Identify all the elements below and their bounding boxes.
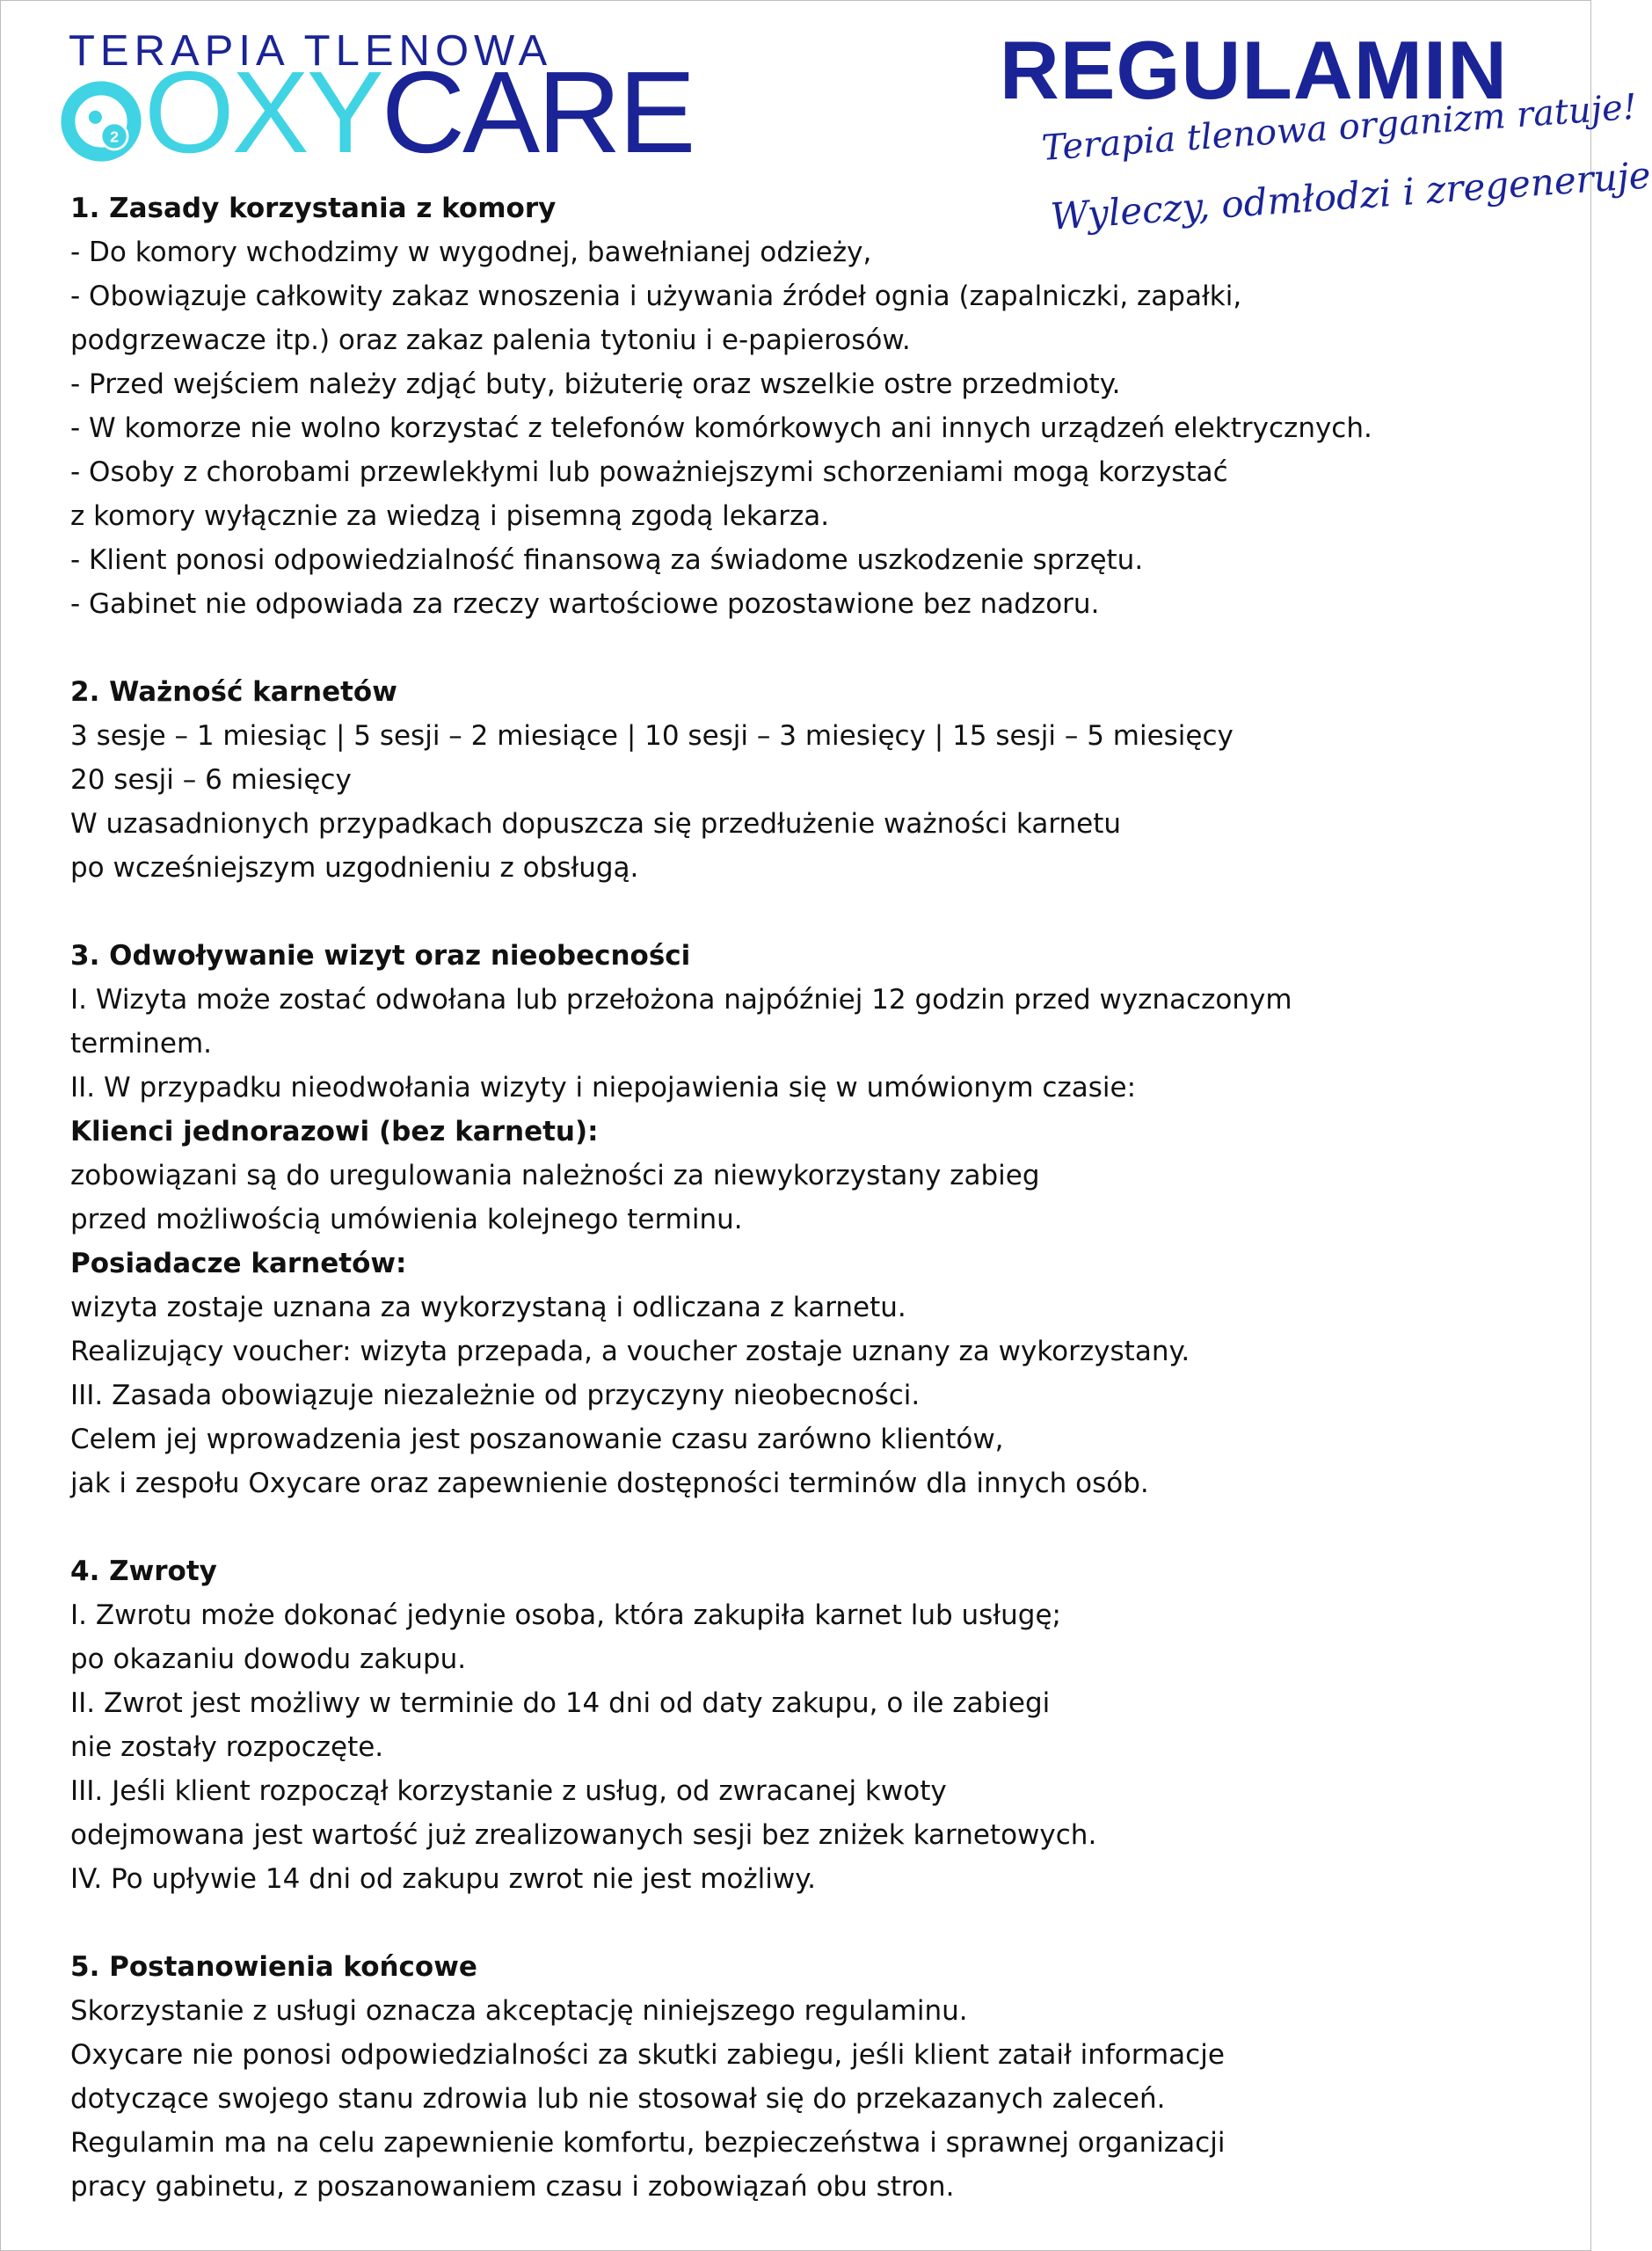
o2-subscript-label: 2 (110, 127, 120, 146)
document-title: REGULAMIN (999, 24, 1508, 116)
section-1-line: - W komorze nie wolno korzystać z telefonów komórkowych ani innych urządzeń elektrycznych. (70, 412, 1372, 444)
logo-tagline: TERAPIA TLENOWA (69, 27, 553, 75)
pass-holders-subheading: Posiadacze karnetów: (70, 1248, 407, 1279)
section-3-line: II. W przypadku nieodwołania wizyty i niepojawienia się w umówionym czasie: (70, 1072, 1137, 1104)
section-4-line: II. Zwrot jest możliwy w terminie do 14 dni od daty zakupu, o ile zabiegi (70, 1687, 1051, 1719)
section-1-line: - Gabinet nie odpowiada za rzeczy wartościowe pozostawione bez nadzoru. (70, 588, 1100, 620)
section-5-line: Skorzystanie z usługi oznacza akceptację niniejszego regulaminu. (70, 1995, 968, 2027)
section-1-line: - Przed wejściem należy zdjąć buty, biżuterię oraz wszelkie ostre przedmioty. (70, 368, 1121, 400)
section-3-line: jak i zespołu Oxycare oraz zapewnienie dostępności terminów dla innych osób. (70, 1468, 1149, 1499)
section-4-line: I. Zwrotu może dokonać jedynie osoba, która zakupiła karnet lub usługę; (70, 1599, 1061, 1631)
section-4-line: IV. Po upływie 14 dni od zakupu zwrot nie jest możliwy. (70, 1863, 817, 1895)
section-4-heading: 4. Zwroty (70, 1555, 217, 1587)
section-2-line: po wcześniejszym uzgodnieniu z obsługą. (70, 852, 639, 884)
section-1-line: - Do komory wchodzimy w wygodnej, bawełnianej odzieży, (70, 237, 872, 268)
section-spacer (70, 1505, 1565, 1549)
section-3-line: Realizujący voucher: wizyta przepada, a voucher zostaje uznany za wykorzystany. (70, 1336, 1190, 1367)
slogan-line-2: Wyleczy, odmłodzi i zregeneruje (1049, 153, 1652, 238)
section-4-line: odejmowana jest wartość już zrealizowanych sesji bez zniżek karnetowych. (70, 1819, 1097, 1851)
section-1-line: podgrzewacze itp.) oraz zakaz palenia tytoniu i e-papierosów. (70, 324, 911, 356)
section-3-line: terminem. (70, 1028, 213, 1060)
section-4-line: po okazaniu dowodu zakupu. (70, 1643, 467, 1675)
section-3-line: zobowiązani są do uregulowania należności za niewykorzystany zabieg (70, 1160, 1040, 1191)
section-5-line: dotyczące swojego stanu zdrowia lub nie stosował się do przekazanych zaleceń. (70, 2083, 1166, 2115)
section-2-line: 20 sesji – 6 miesięcy (70, 764, 352, 796)
section-5-line: pracy gabinetu, z poszanowaniem czasu i zobowiązań obu stron. (70, 2171, 955, 2203)
section-3-line: przed możliwością umówienia kolejnego terminu. (70, 1204, 743, 1235)
section-1-line: z komory wyłącznie za wiedzą i pisemną zgodą lekarza. (70, 500, 830, 532)
section-3-heading: 3. Odwoływanie wizyt oraz nieobecności (70, 940, 691, 972)
section-spacer (70, 890, 1565, 934)
section-2-line: W uzasadnionych przypadkach dopuszcza się przedłużenie ważności karnetu (70, 808, 1122, 840)
section-5-line: Regulamin ma na celu zapewnienie komfortu, bezpieczeństwa i sprawnej organizacji (70, 2127, 1226, 2159)
section-1-line: - Osoby z chorobami przewlekłymi lub poważniejszymi schorzeniami mogą korzystać (70, 456, 1228, 488)
section-5-heading: 5. Postanowienia końcowe (70, 1951, 477, 1983)
section-3-line: Celem jej wprowadzenia jest poszanowanie czasu zarówno klientów, (70, 1424, 1004, 1455)
section-3-line: wizyta zostaje uznana za wykorzystaną i odliczana z karnetu. (70, 1292, 906, 1323)
section-3-line: I. Wizyta może zostać odwołana lub przełożona najpóźniej 12 godzin przed wyznaczonym (70, 984, 1292, 1016)
section-5-line: Oxycare nie ponosi odpowiedzialności za skutki zabiegu, jeśli klient zataił informacje (70, 2039, 1225, 2071)
one-time-clients-subheading: Klienci jednorazowi (bez karnetu): (70, 1116, 599, 1147)
section-4-line: III. Jeśli klient rozpoczął korzystanie z usług, od zwracanej kwoty (70, 1775, 947, 1807)
o2-bubble-icon (60, 80, 142, 163)
logo-care-text: CARE (381, 47, 694, 177)
regulations-body (70, 186, 1565, 2209)
section-3-line: III. Zasada obowiązuje niezależnie od przyczyny nieobecności. (70, 1380, 921, 1411)
section-1-line: - Klient ponosi odpowiedzialność finansową za świadome uszkodzenie sprzętu. (70, 544, 1144, 576)
section-2-line: 3 sesje – 1 miesiąc | 5 sesji – 2 miesiące | 10 sesji – 3 miesięcy | 15 sesji – 5 miesięcy (70, 720, 1234, 752)
section-2-heading: 2. Ważność karnetów (70, 676, 397, 708)
section-4-line: nie zostały rozpoczęte. (70, 1731, 384, 1763)
section-1-line: - Obowiązuje całkowity zakaz wnoszenia i używania źródeł ognia (zapalniczki, zapałki, (70, 280, 1242, 312)
section-spacer (70, 1901, 1565, 1945)
slogan-line-1: Terapia tlenowa organizm ratuje! (1040, 86, 1639, 169)
section-1-heading: 1. Zasady korzystania z komory (70, 193, 557, 224)
section-spacer (70, 626, 1565, 670)
logo-oxy-text: OXY (144, 47, 382, 177)
